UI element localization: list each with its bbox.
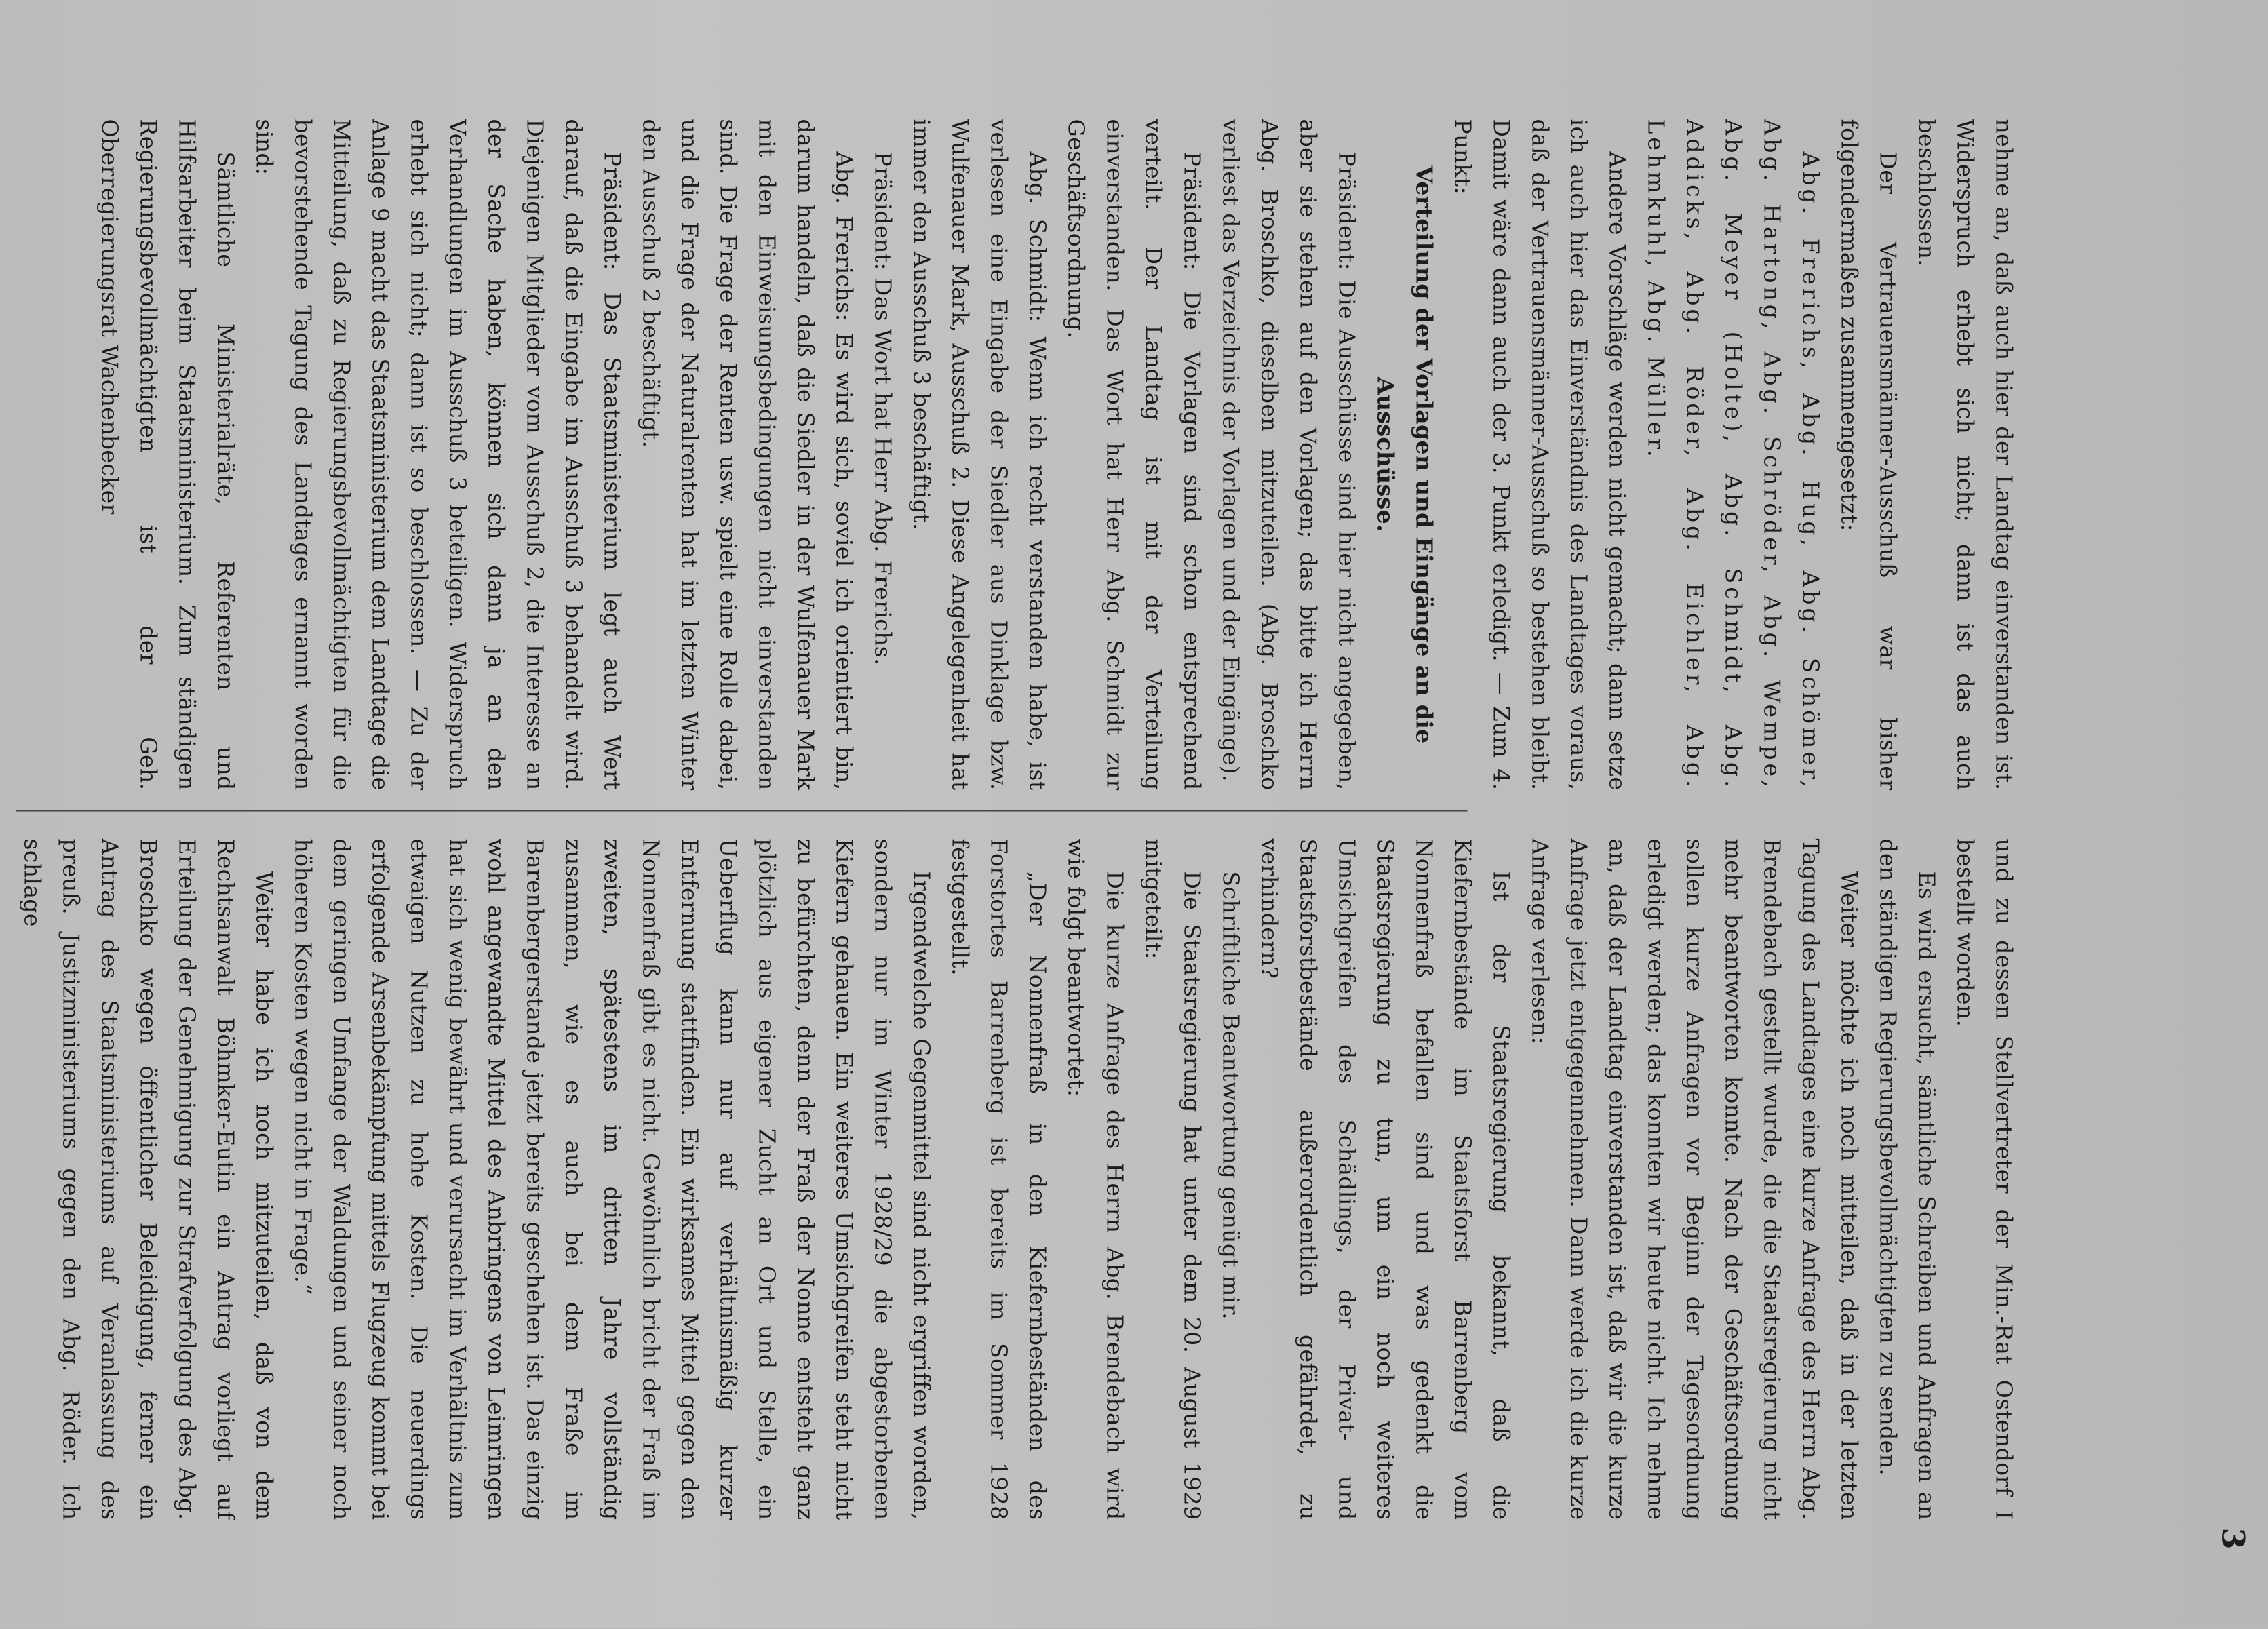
column-divider [16,810,1468,812]
paragraph: Präsident: Die Ausschüsse sind hier nicht angegeben, aber sie stehen auf den Vorlagen; das bitte ich Herrn Abg. Broschko, dieselben mitzuteilen. (Abg. Broschko verliest das Verzeichnis der Vorlagen und der Eingänge). [1217,119,1361,791]
paragraph: Präsident: Das Wort hat Herr Abg. Frerichs. [869,151,897,666]
paragraph: Der Vertrauensmänner-Ausschuß war bisher folgendermaßen zusammengesetzt: [1836,119,1902,791]
section-heading: Verteilung der Vorlagen und Eingänge an die Ausschüsse. [1372,165,1438,744]
paragraph: Abg. Schmidt: Wenn ich recht verstanden habe, ist verlesen eine Eingabe der Siedler aus Dinklage bzw. Wulfenauer Mark, Ausschuß 2. Diese Angelegenheit hat immer den Ausschuß 3 beschäftigt. [908,119,1051,791]
paragraph: nehme an, daß auch hier der Landtag einverstanden ist. Widerspruch erhebt sich nicht; dann ist das auch beschlossen. [1913,119,2018,791]
paragraph: Präsident: Die Vorlagen sind schon entsprechend verteilt. Der Landtag ist mit der Verteilung einverstanden. Das Wort hat Herr Abg. Schmidt zur Geschäftsordnung. [1063,119,1206,791]
answer-quote: Irgendwelche Gegenmittel sind nicht ergriffen worden, sondern nur im Winter 1928/29 die abgestorbenen Kiefern gehauen. Ein weiteres Umsichgreifen steht nicht zu befürchten, denn der Fraß der Nonne entsteht ganz plötzlich aus eigener Zucht an Ort und Stelle, ein Ueberflug kann nur auf verhältnismäßig kurzer Entfernung stattfinden. Ein wirksames Mittel gegen den Nonnenfraß gibt es nicht. Gewöhnlich bricht der Fraß im zweiten, spätestens im dritten Jahre vollständig zusammen, wie es auch bei dem Fraße im Barenbergerstande jetzt bereits geschehen ist. Das einzig wohl angewandte Mittel des Anbringens von Leimringen hat sich wenig bewährt und verursacht im Verhältnis zum etwaigen Nutzen zu hohe Kosten. Die neuerdings erfolgende Arsenbekämpfung mittels Flugzeug kommt bei dem geringen Umfange der Waldungen und seiner noch höheren Kosten wegen nicht in Frage.“ [290,838,935,1520]
paragraph: Weiter habe ich noch mitzuteilen, daß von dem Rechtsanwalt Böhmker-Eutin ein Antrag vorliegt auf Erteilung der Genehmigung zur Strafverfolgung des Abg. Broschko wegen öffentlicher Beleidigung, ferner ein Antrag des Staatsministeriums auf Veranlassung des preuß. Justizministeriums gegen den Abg. Röder. Ich schlage [19,838,278,1520]
paragraph: Sämtliche Ministerialräte, Referenten und Hilfsarbeiter beim Staatsministerium. Zum ständigen Regierungsbevollmächtigten ist der Geh. Oberregierungsrat Wachenbecker [96,119,239,791]
right-column [16,839,2024,1520]
paragraph: Präsident: Das Staatsministerium legt auch Wert darauf, daß die Eingabe im Ausschuß 3 behandelt wird. Diejenigen Mitglieder vom Ausschuß 2, die Interesse an der Sache haben, können sich dann ja an den Verhandlungen im Ausschuß 3 beteiligen. Widerspruch erhebt sich nicht; dann ist so beschlossen. — Zu der Anlage 9 macht das Staatsministerium dem Landtage die Mitteilung, daß zu Regierungsbevollmächtigten für die bevorstehende Tagung des Landtages ernannt worden sind: [251,119,626,791]
paragraph: Die kurze Anfrage des Herrn Abg. Brendebach wird wie folgt beantwortet: [1063,838,1129,1520]
paragraph: Weiter möchte ich noch mitteilen, daß in der letzten Tagung des Landtages eine kurze Anfrage des Herrn Abg. Brendebach gestellt wurde, die die Staatsregierung nicht mehr beantworten konnte. Nach der Geschäftsordnung sollen kurze Anfragen vor Beginn der Tagesordnung erledigt werden; das konnten wir heute nicht. Ich nehme an, daß der Landtag einverstanden ist, daß wir die kurze Anfrage jetzt entgegennehmen. Dann werde ich die kurze Anfrage verlesen: [1527,838,1863,1520]
answer-quote: „Der Nonnenfraß in den Kiefernbeständen des Forstortes Barrenberg ist bereits im Sommer 1928 festgestellt. [947,838,1051,1520]
paragraph: Abg. Frerichs: Es wird sich, soviel ich orientiert bin, darum handeln, daß die Siedler in der Wulfenauer Mark mit den Einweisungsbedingungen nicht einverstanden sind. Die Frage der Renten usw. spielt eine Rolle dabei, und die Frage der Naturalrenten hat im letzten Winter den Ausschuß 2 beschäftigt. [638,119,858,791]
paragraph: und zu dessen Stellvertreter der Min.-Rat Ostendorf I bestellt worden. [1952,838,2018,1520]
paragraph: Andere Vorschläge werden nicht gemacht; dann setze ich auch hier das Einverständnis des Landtages voraus, daß der Vertrauensmänner-Ausschuß so bestehen bleibt. Damit wäre dann auch der 3. Punkt erledigt. — Zum 4. Punkt: [1449,119,1631,791]
page-number: 3 [2214,1527,2252,1550]
rotated-page-content [0,1,2268,1629]
paragraph: Die Staatsregierung hat unter dem 20. August 1929 mitgeteilt: [1140,838,1206,1520]
left-column [16,119,2024,791]
inquiry-text: Ist der Staatsregierung bekannt, daß die Kiefernbestände im Staatsforst Barrenberg vom Nonnenfraß befallen sind und was gedenkt die Staatsregierung zu tun, um ein noch weiteres Umsichgreifen des Schädlings, der Privat- und Staatsforstbestände außerordentlich gefährdet, zu verhindern? [1256,838,1515,1520]
paragraph: Es wird ersucht, sämtliche Schreiben und Anfragen an den ständigen Regierungsbevollmächtigten zu senden. [1875,838,1940,1520]
member-list: Abg. Frerichs, Abg. Hug, Abg. Schömer, Abg. Hartong, Abg. Schröder, Abg. Wempe, Abg. Meyer (Holte), Abg. Schmidt, Abg. Addicks, Abg. Röder, Abg. Eichler, Abg. Lehmkuhl, Abg. Müller. [1643,119,1824,791]
paragraph: Schriftliche Beantwortung genügt mir. [1217,871,1245,1320]
